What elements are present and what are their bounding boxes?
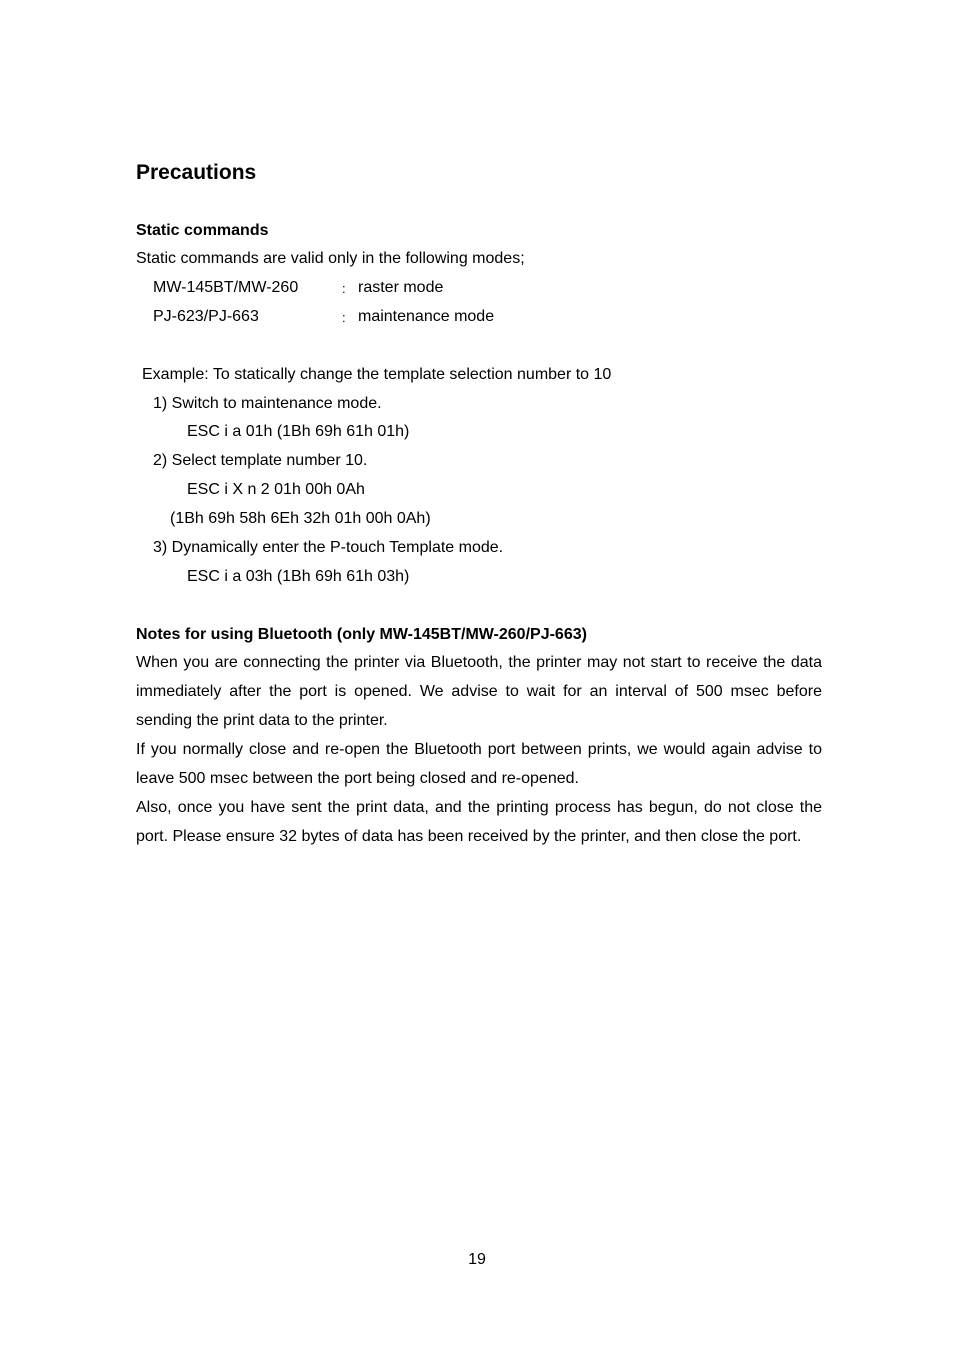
mode-name: raster mode [358,279,444,296]
example-command-hex: (1Bh 69h 58h 6Eh 32h 01h 00h 0Ah) [170,510,431,527]
mode-colon: : [342,281,346,296]
mode-model: MW-145BT/MW-260 [153,279,299,296]
mode-name: maintenance mode [358,308,495,325]
mode-colon: : [342,310,346,325]
static-commands-intro: Static commands are valid only in the following modes; [136,250,525,267]
page-number: 19 [468,1251,486,1268]
page-heading: Precautions [136,161,257,184]
example-command: ESC i a 03h (1Bh 69h 61h 03h) [187,568,410,585]
bluetooth-paragraph: When you are connecting the printer via Bluetooth, the printer may not start to receive the data immediately after the port is opened. We advise to wait for an interval of 500 msec before sending the print data to the printer. [136,654,822,729]
bluetooth-paragraph: Also, once you have sent the print data, and the printing process has begun, do not close the port. Please ensure 32 bytes of data has been received by the printer, and then close the port. [136,799,822,845]
example-step: 1) Switch to maintenance mode. [153,395,382,412]
bluetooth-notes-title: Notes for using Bluetooth (only MW-145BT/MW-260/PJ-663) [136,626,587,643]
example-command: ESC i a 01h (1Bh 69h 61h 01h) [187,423,410,440]
bluetooth-paragraph: If you normally close and re-open the Bluetooth port between prints, we would again advise to leave 500 msec between the port being closed and re-opened. [136,741,822,787]
example-step: 2) Select template number 10. [153,452,368,469]
mode-model: PJ-623/PJ-663 [153,308,259,325]
example-step: 3) Dynamically enter the P-touch Template mode. [153,539,504,556]
static-commands-title: Static commands [136,222,269,239]
example-command: ESC i X n 2 01h 00h 0Ah [187,481,365,498]
mode-row [153,278,553,298]
mode-row [153,307,553,327]
example-title: Example: To statically change the template selection number to 10 [142,366,612,383]
